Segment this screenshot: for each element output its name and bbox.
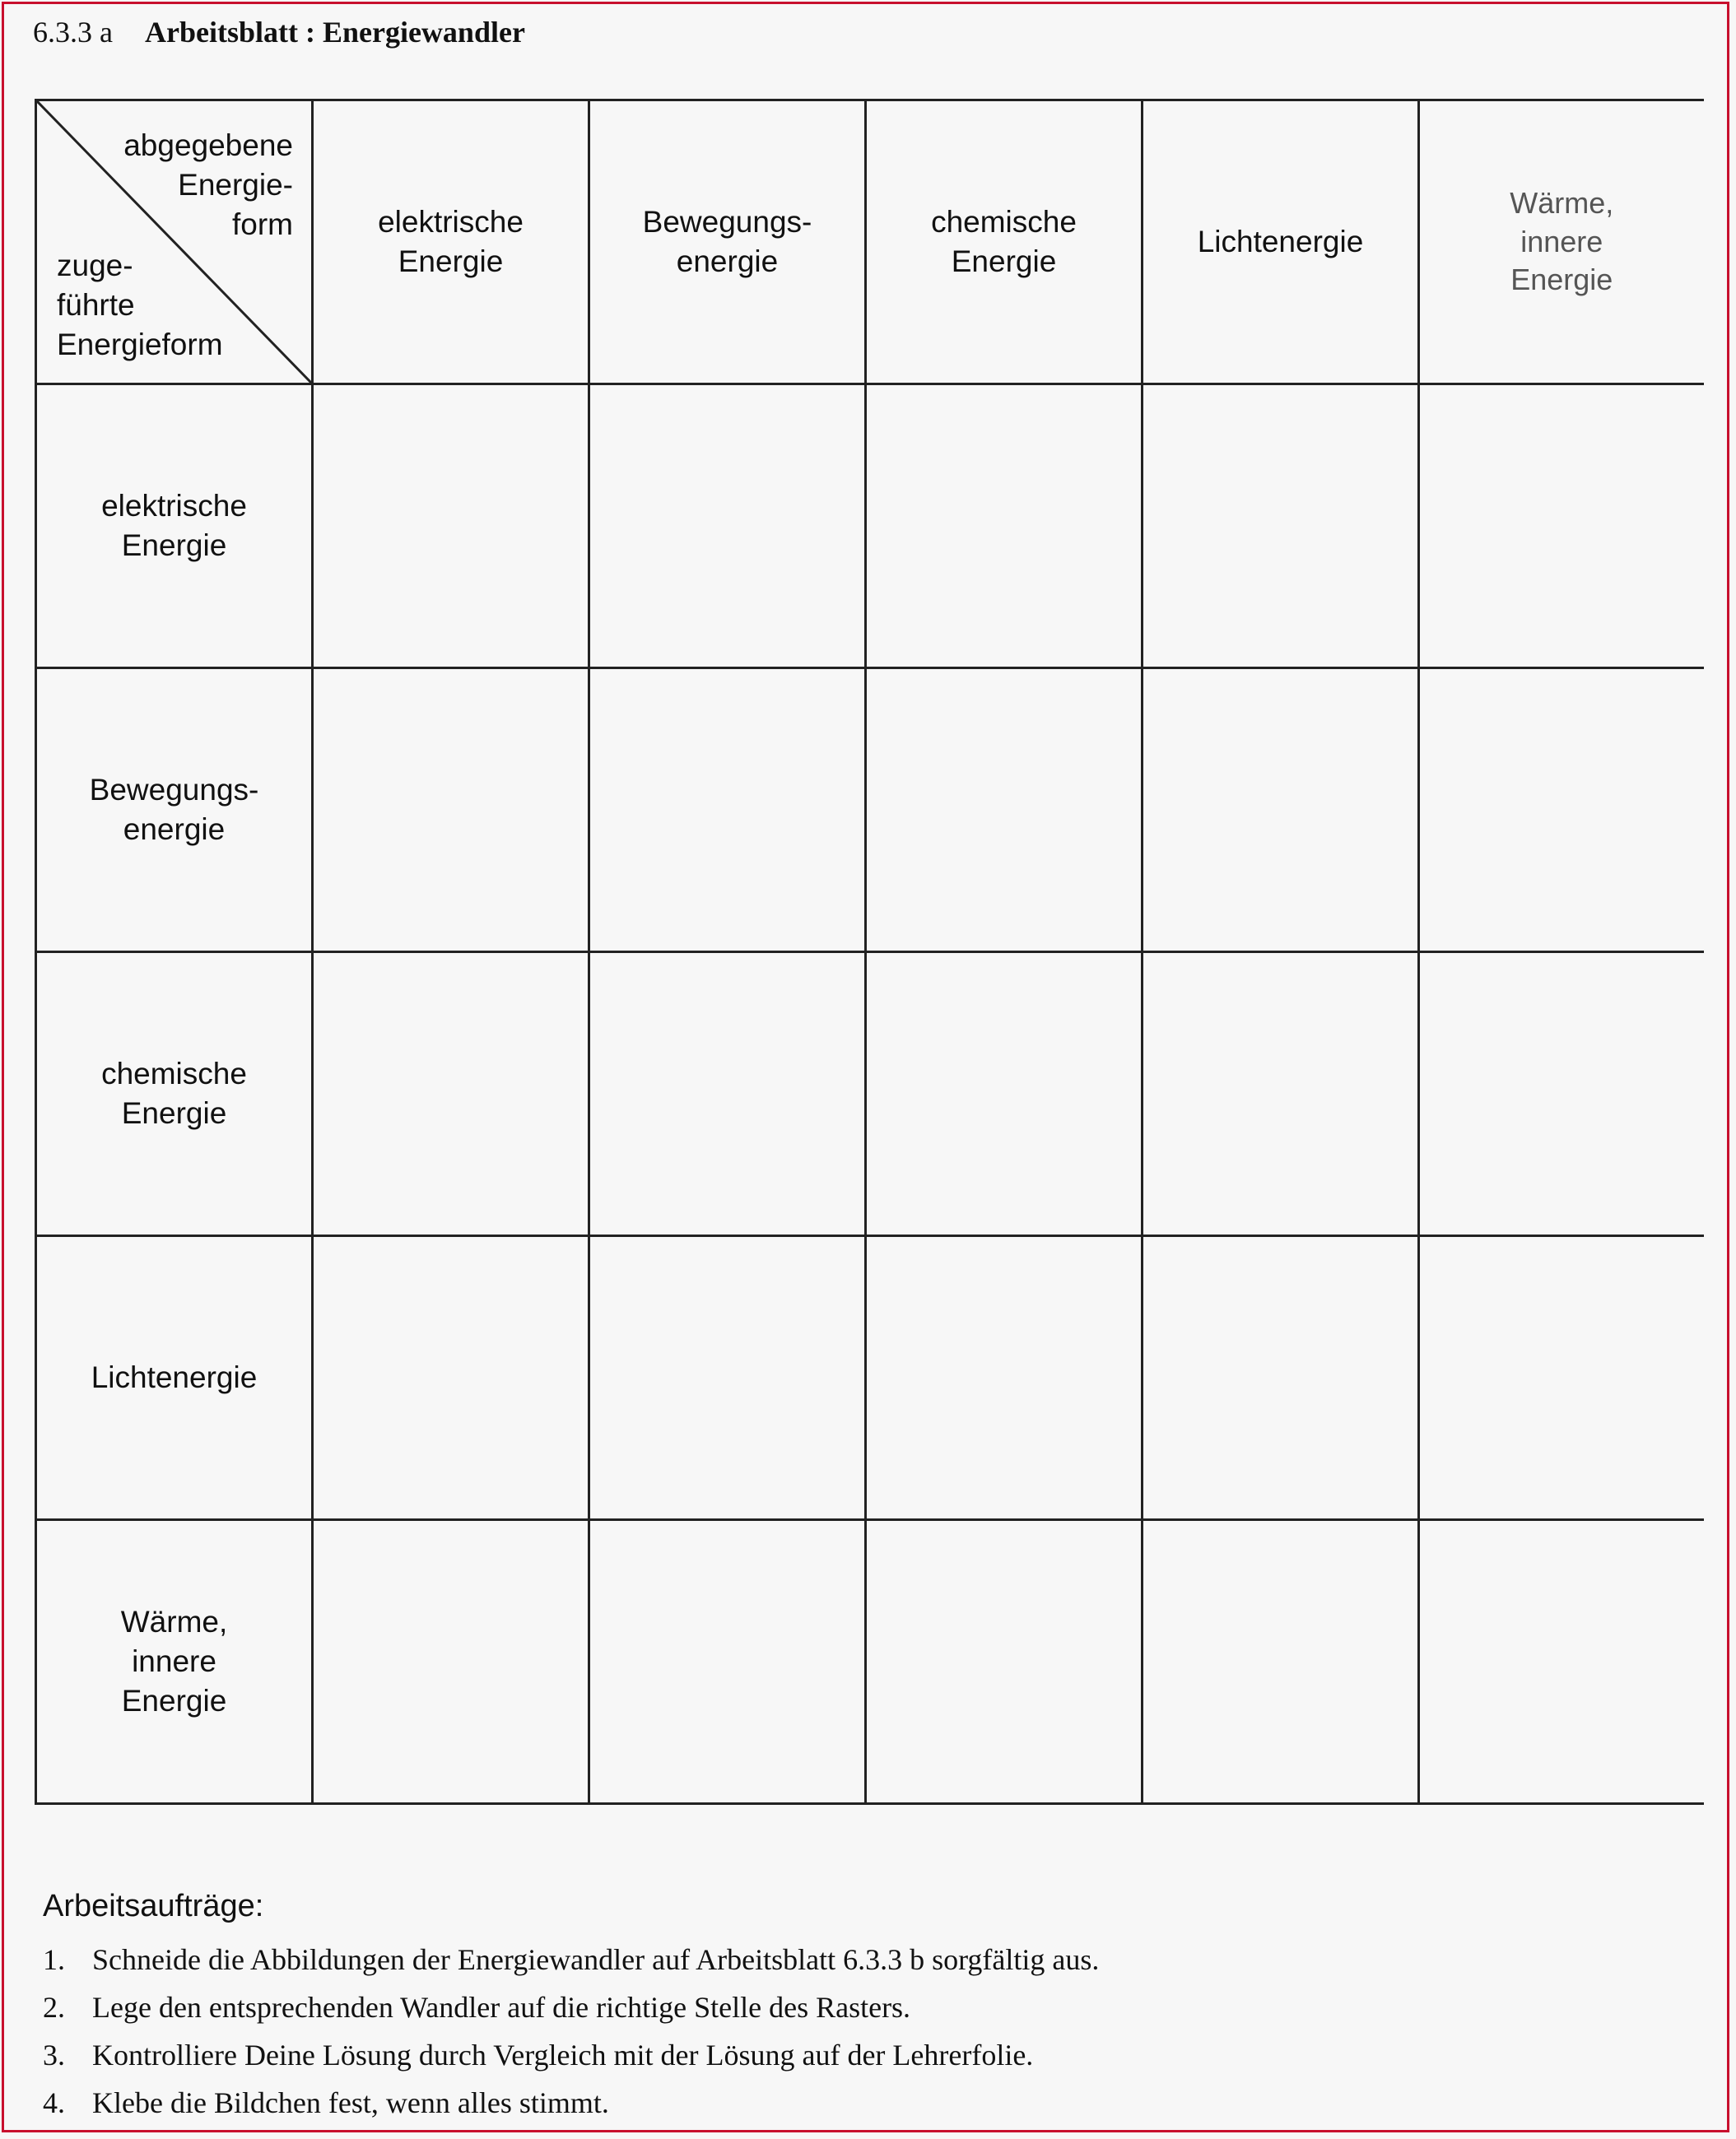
list-item xyxy=(43,1936,1607,1983)
grid-cell[interactable] xyxy=(1419,1520,1704,1804)
grid-cell[interactable] xyxy=(313,1520,589,1804)
grid-cell[interactable] xyxy=(589,1236,866,1520)
grid-cell[interactable] xyxy=(589,1520,866,1804)
grid-cell[interactable] xyxy=(1143,384,1419,668)
grid-cell[interactable] xyxy=(589,952,866,1236)
row-header-light: Lichtenergie xyxy=(36,1236,313,1520)
row-header-chemical: chemische Energie xyxy=(36,952,313,1236)
tasks-heading: Arbeitsaufträge: xyxy=(43,1889,264,1923)
grid-cell[interactable] xyxy=(866,1520,1143,1804)
grid-cell[interactable] xyxy=(1419,952,1704,1236)
grid-cell[interactable] xyxy=(313,952,589,1236)
table-row xyxy=(36,668,1704,952)
header-row xyxy=(36,100,1704,384)
task-text: Klebe die Bildchen fest, wenn alles stimmt. xyxy=(92,2086,609,2119)
corner-cell xyxy=(36,100,313,384)
tasks-section xyxy=(43,1889,1607,2127)
energy-converter-grid xyxy=(35,99,1704,1805)
task-number: 3. xyxy=(43,2039,65,2072)
task-number: 2. xyxy=(43,1991,65,2024)
task-text: Schneide die Abbildungen der Energiewandler auf Arbeitsblatt 6.3.3 b sorgfältig aus. xyxy=(92,1943,1100,1976)
column-header-electric: elektrische Energie xyxy=(313,100,589,384)
grid-cell[interactable] xyxy=(1143,668,1419,952)
task-number: 1. xyxy=(43,1943,65,1976)
page-title xyxy=(33,15,525,49)
column-header-thermal: Wärme, innere Energie xyxy=(1419,100,1704,384)
grid-cell[interactable] xyxy=(866,952,1143,1236)
grid-cell[interactable] xyxy=(866,1236,1143,1520)
grid-cell[interactable] xyxy=(866,668,1143,952)
task-text: Lege den entsprechenden Wandler auf die richtige Stelle des Rasters. xyxy=(92,1991,911,2024)
table-row xyxy=(36,384,1704,668)
input-energy-label: zuge- führte Energieform xyxy=(57,248,223,361)
grid-cell[interactable] xyxy=(589,384,866,668)
list-item xyxy=(43,1983,1607,2031)
column-header-light: Lichtenergie xyxy=(1143,100,1419,384)
grid-cell[interactable] xyxy=(589,668,866,952)
grid-cell[interactable] xyxy=(1419,668,1704,952)
row-header-thermal: Wärme, innere Energie xyxy=(36,1520,313,1804)
table-row xyxy=(36,1520,1704,1804)
grid-cell[interactable] xyxy=(1143,952,1419,1236)
worksheet-title: Arbeitsblatt : Energiewandler xyxy=(144,16,525,49)
tasks-list xyxy=(43,1936,1607,2127)
list-item xyxy=(43,2079,1607,2127)
task-number: 4. xyxy=(43,2086,65,2119)
output-energy-label: abgegebene Energie- form xyxy=(123,128,293,242)
grid-cell[interactable] xyxy=(866,384,1143,668)
grid-cell[interactable] xyxy=(313,1236,589,1520)
task-text: Kontrolliere Deine Lösung durch Vergleich mit der Lösung auf der Lehrerfolie. xyxy=(92,2039,1034,2072)
grid-cell[interactable] xyxy=(1143,1520,1419,1804)
grid-cell[interactable] xyxy=(313,384,589,668)
table-row xyxy=(36,952,1704,1236)
table-row xyxy=(36,1236,1704,1520)
column-header-kinetic: Bewegungs- energie xyxy=(589,100,866,384)
column-header-chemical: chemische Energie xyxy=(866,100,1143,384)
grid-cell[interactable] xyxy=(1143,1236,1419,1520)
row-header-kinetic: Bewegungs- energie xyxy=(36,668,313,952)
list-item xyxy=(43,2031,1607,2079)
grid-cell[interactable] xyxy=(313,668,589,952)
worksheet-number: 6.3.3 a xyxy=(33,16,113,49)
grid-cell[interactable] xyxy=(1419,1236,1704,1520)
grid-cell[interactable] xyxy=(1419,384,1704,668)
row-header-electric: elektrische Energie xyxy=(36,384,313,668)
